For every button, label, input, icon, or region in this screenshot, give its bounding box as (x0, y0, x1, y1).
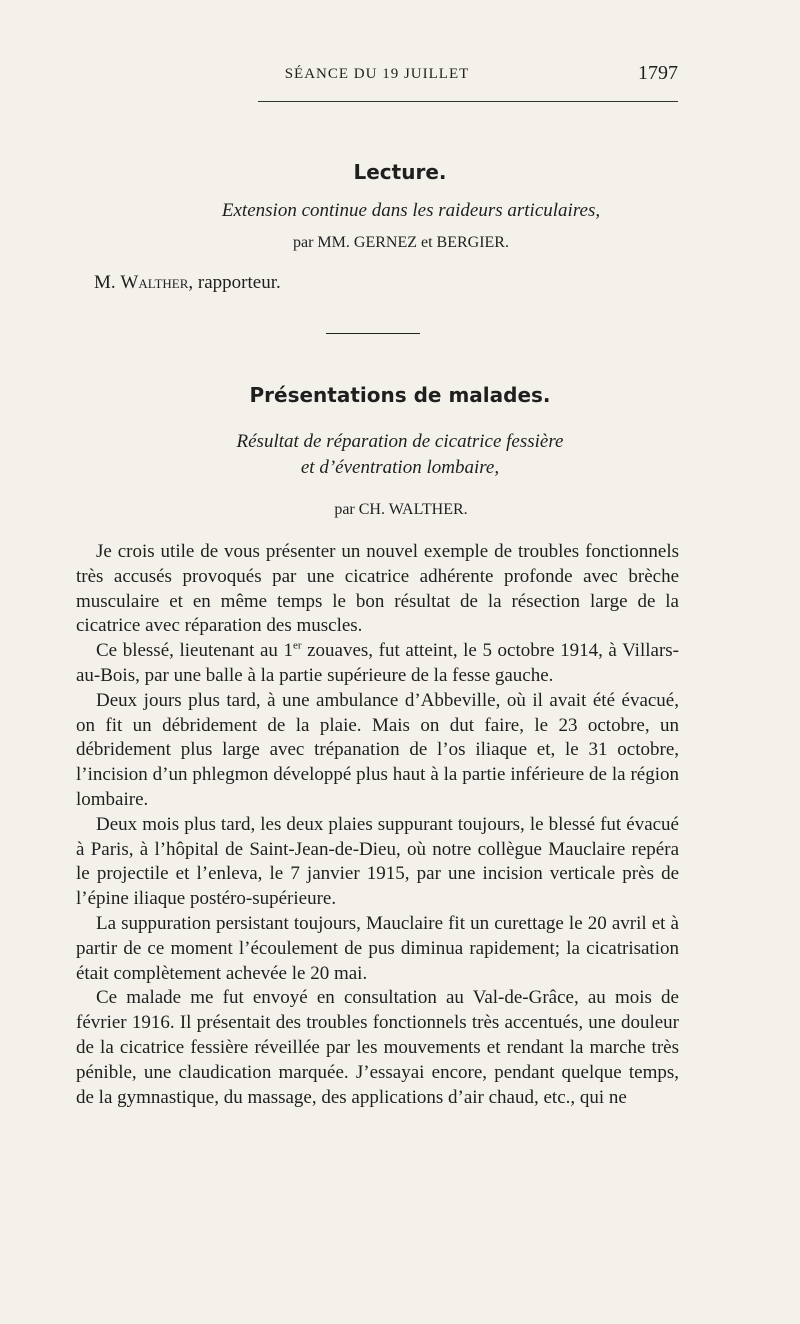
paragraph-text: zouaves, fut atteint, le 5 octobre 1914, à Villars-au-Bois, par une balle à la partie supérieure de la fesse gauche. (76, 640, 680, 686)
running-head (76, 62, 678, 90)
paragraph-text: Ce blessé, lieutenant au 1 (96, 640, 293, 662)
rapporteur-line (94, 272, 281, 294)
rapporteur-name: Walther (120, 272, 189, 293)
page-number: 1797 (638, 62, 678, 84)
body-text (76, 540, 679, 1110)
presentation-title-line2: et d’éventration lombaire, (300, 457, 500, 478)
paragraph: Deux mois plus tard, les deux plaies suppurant toujours, le blessé fut évacué à Paris, à l’hôpital de Saint-Jean-de-Dieu, où notre collègue Mauclaire repéra le projectile et l’enleva, le 7 janvier 1915, par une incision verticale près de l’épine iliaque postéro-supérieure. (76, 813, 679, 910)
lecture-heading: Lecture. (353, 160, 447, 184)
paragraph: Deux jours plus tard, à une ambulance d’Abbeville, où il avait été évacué, on fit un débridement de la plaie. Mais on dut faire, le 23 octobre, un débridement plus large avec trépanation de l’os iliaque et, le 31 octobre, l’incision d’un phlegmon développé plus haut à la partie inférieure de la région lombaire. (76, 689, 679, 810)
presentation-title-line1: Résultat de réparation de cicatrice fessière (236, 431, 564, 452)
header-rule (258, 101, 678, 102)
presentations-heading: Présentations de malades. (249, 383, 551, 407)
paragraph: Je crois utile de vous présenter un nouvel exemple de troubles fonctionnels très accusés provoqués par une cicatrice adhérente profonde avec brèche musculaire et en même temps le bon résultat de la résection large de la cicatrice avec réparation des muscles. (76, 541, 679, 637)
superscript: er (292, 639, 302, 652)
paragraph: Ce malade me fut envoyé en consultation au Val-de-Grâce, au mois de février 1916. Il présentait des troubles fonctionnels très accentués, une douleur de la cicatrice fessière réveillée par les mouvements et rendant la marche très pénible, une claudication marquée. J’essayai encore, pendant quelque temps, de la gymnastique, du massage, des applications d’air chaud, etc., qui ne (76, 987, 679, 1108)
paragraph (76, 639, 679, 689)
section-separator (326, 333, 420, 334)
rapporteur-prefix: M. (94, 272, 121, 293)
presentation-byline: par CH. WALTHER. (334, 501, 468, 518)
lecture-title: Extension continue dans les raideurs articulaires, (221, 200, 601, 221)
running-head-title: SÉANCE DU 19 JUILLET (284, 66, 470, 82)
rapporteur-suffix: , rapporteur. (188, 272, 281, 293)
lecture-byline: par MM. GERNEZ et BERGIER. (293, 234, 509, 251)
paragraph: La suppuration persistant toujours, Mauclaire fit un curettage le 20 avril et à partir de ce moment l’écoulement de pus diminua rapidement; la cicatrisation était complètement achevée le 20 mai. (76, 912, 679, 984)
